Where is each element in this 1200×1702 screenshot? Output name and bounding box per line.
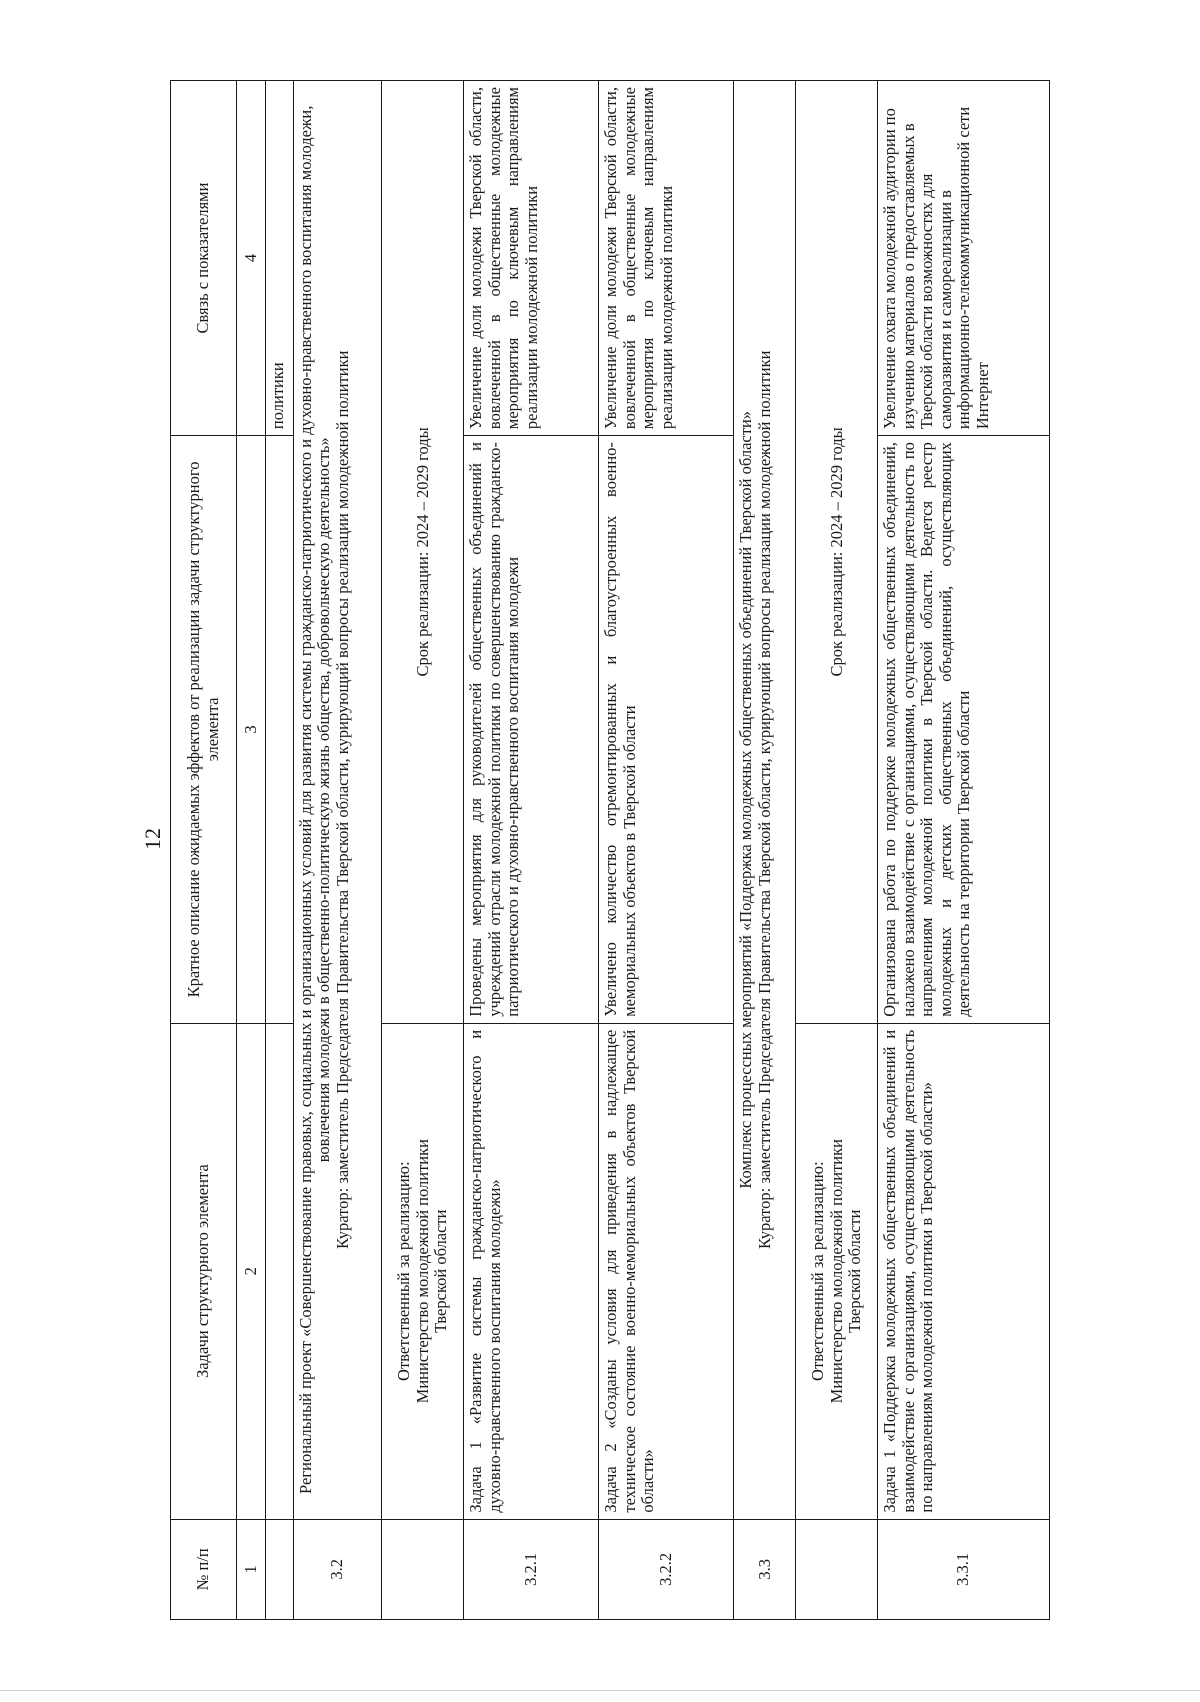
continuation-row bbox=[265, 81, 293, 1620]
complex-title: Комплекс процессных мероприятий «Поддержка молодежных общественных объединений Тверской области» bbox=[736, 410, 756, 1189]
continuation-text: политики bbox=[265, 81, 293, 436]
responsible-region: Тверской области bbox=[431, 1209, 451, 1333]
indicator-cell: Увеличение доли молодежи Тверской области, вовлеченной в общественные молодежные мероприятия по ключевым направлениям реализации молодежной политики bbox=[464, 81, 599, 436]
header-col-tasks: Задачи структурного элемента bbox=[171, 1023, 237, 1519]
header-row bbox=[171, 81, 237, 1620]
project-title-cell bbox=[293, 81, 382, 1520]
table-row bbox=[734, 81, 796, 1620]
program-table bbox=[170, 80, 1050, 1620]
col-number-1: 1 bbox=[237, 1519, 265, 1619]
header-col-number: № п/п bbox=[171, 1519, 237, 1619]
effect-cell: Проведены мероприятия для руководителей общественных объединений и учреждений отрасли молодежной политики по совершенствованию гражданско-патриотического и духовно-нравственного воспитания молодежи bbox=[464, 436, 599, 1024]
table-row bbox=[293, 81, 382, 1620]
table-row bbox=[382, 81, 464, 1620]
indicator-cell: Увеличение охвата молодежной аудитории по изучению материалов о предоставляемых в Тверской области возможностях для саморазвития и самореализации в информационно-телекоммуникационной сети Интернет bbox=[878, 81, 1050, 436]
task-cell: Задача 1 «Поддержка молодежных общественных объединений и взаимодействие с организациями, осуществляющими деятельность по направлениям молодежной политики в Тверской области» bbox=[878, 1023, 1050, 1519]
responsible-org: Министерство молодежной политики bbox=[826, 1139, 846, 1404]
effect-cell: Увеличено количество отремонтированных и благоустроенных военно-мемориальных объектов в Тверской области bbox=[599, 436, 734, 1024]
effect-cell: Организована работа по поддержке молодежных общественных объединений, налажено взаимодействие с организациями, осуществляющими деятельность по направлениям молодежной политики в Тверской области. Ведется реестр молодежных и детских общественных объединений, осуществляющих деятельность на территории Тверской области bbox=[878, 436, 1050, 1024]
row-number: 3.3.1 bbox=[878, 1519, 1050, 1619]
responsible-title: Ответственный за реализацию: bbox=[394, 1161, 414, 1381]
indicator-cell: Увеличение доли молодежи Тверской области, вовлеченной в общественные молодежные мероприятия по ключевым направлениям реализации молодежной политики bbox=[599, 81, 734, 436]
task-cell: Задача 2 «Созданы условия для приведения в надлежащее техническое состояние военно-мемориальных объектов Тверской области» bbox=[599, 1023, 734, 1519]
col-number-2: 2 bbox=[237, 1023, 265, 1519]
header-col-effects: Кратное описание ожидаемых эффектов от реализации задачи структурного элемента bbox=[171, 436, 237, 1024]
term-cell: Срок реализации: 2024 – 2029 годы bbox=[796, 81, 878, 1024]
complex-curator: Куратор: заместитель Председателя Правительства Тверской области, курирующий вопросы реализации молодежной политики bbox=[754, 350, 774, 1250]
col-number-4: 4 bbox=[237, 81, 265, 436]
scan-edge-line bbox=[0, 1690, 1200, 1691]
responsible-cell bbox=[796, 1023, 878, 1519]
row-number: 3.2.2 bbox=[599, 1519, 734, 1619]
responsible-region: Тверской области bbox=[845, 1209, 865, 1333]
table-row bbox=[464, 81, 599, 1620]
responsible-title: Ответственный за реализацию: bbox=[808, 1161, 828, 1381]
column-numbers-row bbox=[237, 81, 265, 1620]
table-row bbox=[796, 81, 878, 1620]
project-curator: Куратор: заместитель Председателя Правительства Тверской области, курирующий вопросы реализации молодежной политики bbox=[332, 350, 352, 1250]
table-row bbox=[878, 81, 1050, 1620]
responsible-cell bbox=[382, 1023, 464, 1519]
task-cell: Задача 1 «Развитие системы гражданско-патриотического и духовно-нравственного воспитания молодежи» bbox=[464, 1023, 599, 1519]
row-number: 3.2 bbox=[293, 1519, 382, 1619]
table-row bbox=[599, 81, 734, 1620]
page-number: 12 bbox=[140, 828, 165, 850]
responsible-org: Министерство молодежной политики bbox=[412, 1139, 432, 1404]
project-title: Региональный проект «Совершенствование правовых, социальных и организационных условий для развития системы гражданско-патриотического и духовно-нравственного воспитания молодежи, вовлечения молодежи в общественно-политическую жизнь общества, добровольческую деятельность» bbox=[295, 105, 334, 1494]
row-number: 3.2.1 bbox=[464, 1519, 599, 1619]
row-number: 3.3 bbox=[734, 1519, 796, 1619]
term-cell: Срок реализации: 2024 – 2029 годы bbox=[382, 81, 464, 1024]
header-col-indicators: Связь с показателями bbox=[171, 81, 237, 436]
col-number-3: 3 bbox=[237, 436, 265, 1024]
complex-title-cell bbox=[734, 81, 796, 1520]
rotated-table-frame bbox=[170, 80, 1050, 1620]
